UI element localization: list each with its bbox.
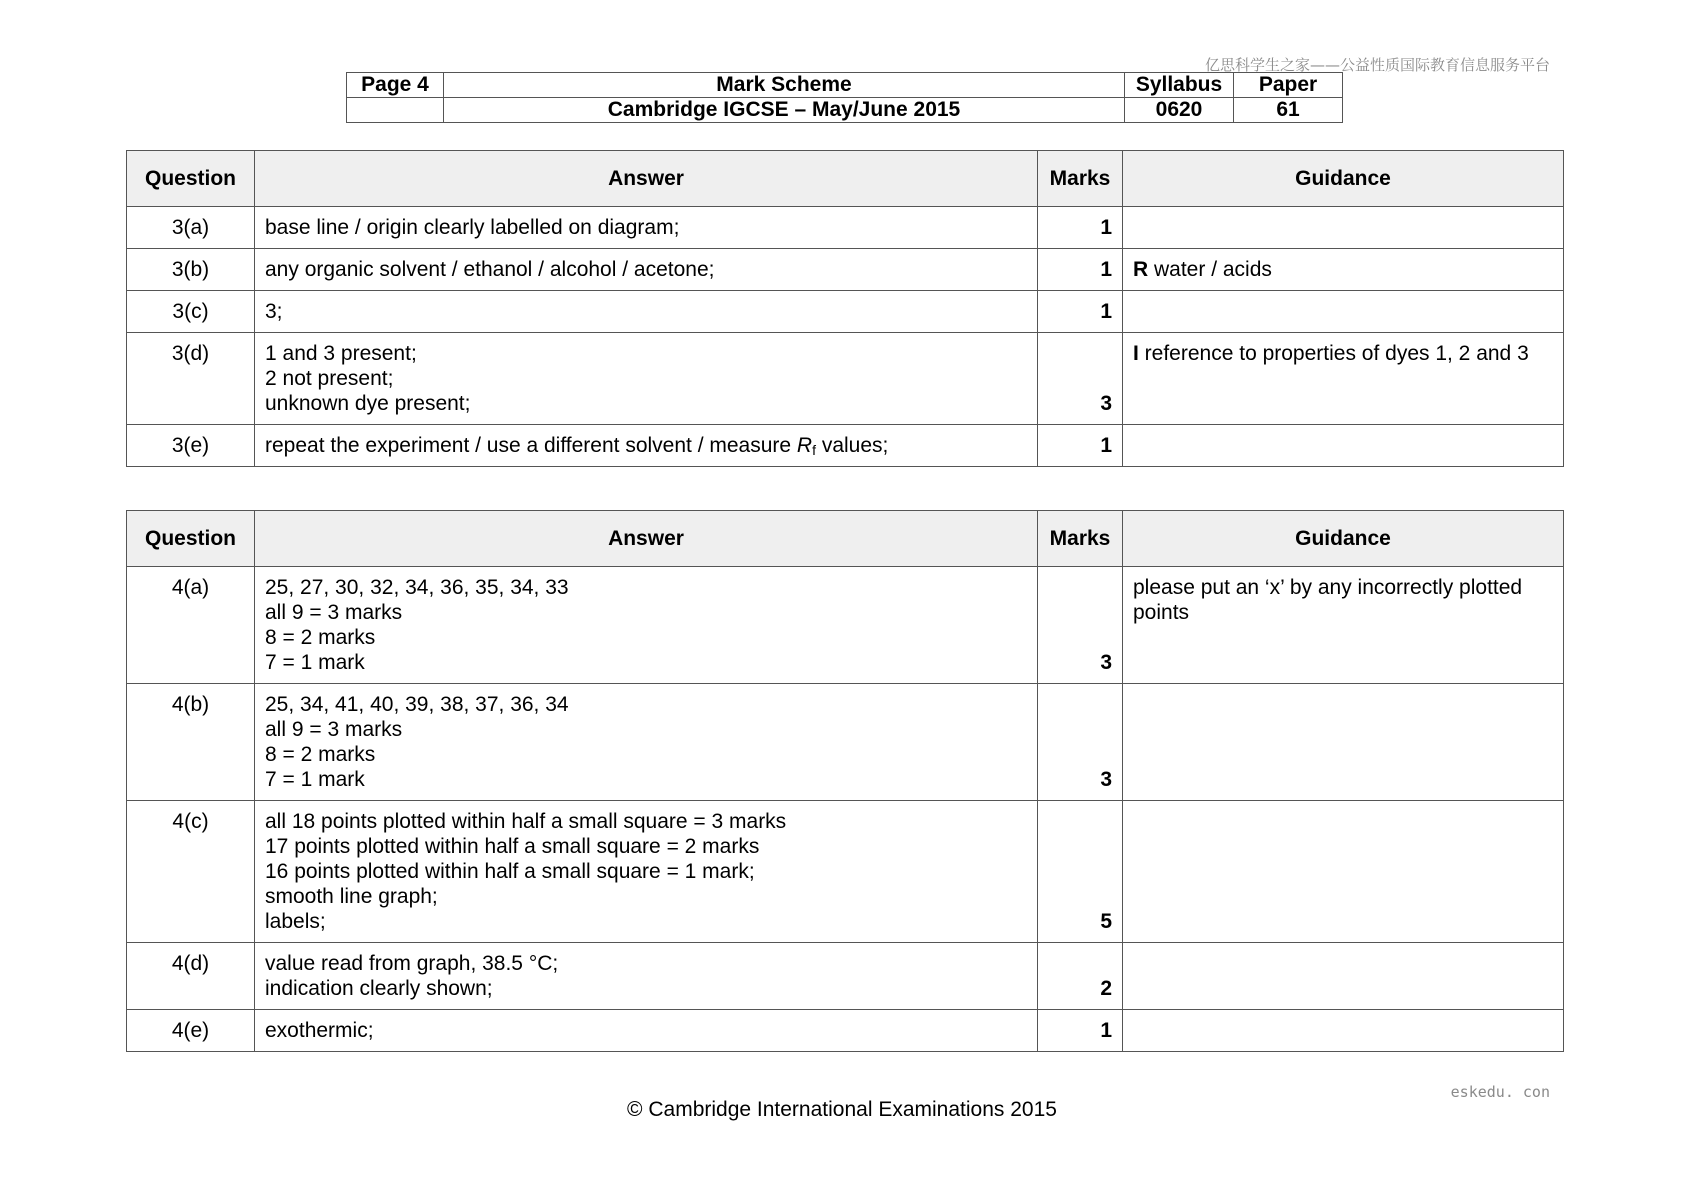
page-subtitle: Cambridge IGCSE – May/June 2015 bbox=[444, 98, 1125, 123]
answer-line: all 9 = 3 marks bbox=[265, 601, 403, 624]
answer-line: 8 = 2 marks bbox=[265, 626, 376, 649]
marks-cell: 1 bbox=[1038, 425, 1123, 467]
answer-line: 25, 34, 41, 40, 39, 38, 37, 36, 34 bbox=[265, 693, 569, 716]
answer-cell bbox=[255, 567, 1038, 684]
guidance-cell bbox=[1123, 684, 1564, 801]
answer-cell bbox=[255, 1010, 1038, 1052]
answer-line: 16 points plotted within half a small square = 1 mark; bbox=[265, 860, 755, 883]
table-row bbox=[127, 291, 1564, 333]
answer-cell bbox=[255, 291, 1038, 333]
column-header-guidance: Guidance bbox=[1123, 511, 1564, 567]
paper-value: 61 bbox=[1234, 98, 1343, 123]
guidance-line: points bbox=[1133, 601, 1190, 624]
page-header-table bbox=[346, 72, 1343, 123]
table-row bbox=[127, 333, 1564, 425]
answer-cell bbox=[255, 207, 1038, 249]
question-number: 4(b) bbox=[127, 684, 255, 801]
guidance-ignore-marker: I bbox=[1133, 342, 1139, 365]
column-header-marks: Marks bbox=[1038, 511, 1123, 567]
guidance-cell bbox=[1123, 249, 1564, 291]
answer-prefix: repeat the experiment / use a different solvent / measure bbox=[265, 434, 797, 457]
answer-line: unknown dye present; bbox=[265, 392, 471, 415]
answer-line: 3; bbox=[265, 300, 283, 323]
syllabus-label: Syllabus bbox=[1125, 73, 1234, 98]
answer-line: 1 and 3 present; bbox=[265, 342, 417, 365]
marks-cell: 3 bbox=[1038, 567, 1123, 684]
rf-symbol: R bbox=[796, 434, 813, 457]
answer-line: 17 points plotted within half a small square = 2 marks bbox=[265, 835, 760, 858]
answer-line: indication clearly shown; bbox=[265, 977, 493, 1000]
question-number: 4(e) bbox=[127, 1010, 255, 1052]
question-number: 3(d) bbox=[127, 333, 255, 425]
question-number: 3(e) bbox=[127, 425, 255, 467]
column-header-guidance: Guidance bbox=[1123, 151, 1564, 207]
answer-cell bbox=[255, 801, 1038, 943]
marks-cell: 5 bbox=[1038, 801, 1123, 943]
copyright-footer: © Cambridge International Examinations 2015 bbox=[627, 1098, 1057, 1121]
marks-cell: 1 bbox=[1038, 207, 1123, 249]
table-row bbox=[127, 207, 1564, 249]
page-title: Mark Scheme bbox=[444, 73, 1125, 98]
column-header-question: Question bbox=[127, 511, 255, 567]
question-number: 4(a) bbox=[127, 567, 255, 684]
answer-cell bbox=[255, 333, 1038, 425]
answer-suffix: values; bbox=[815, 434, 889, 457]
column-header-answer: Answer bbox=[255, 151, 1038, 207]
question-number: 4(d) bbox=[127, 943, 255, 1010]
answer-line: 8 = 2 marks bbox=[265, 743, 376, 766]
answer-line: 7 = 1 mark bbox=[265, 651, 365, 674]
paper-label: Paper bbox=[1234, 73, 1343, 98]
question-number: 3(a) bbox=[127, 207, 255, 249]
guidance-text: water / acids bbox=[1148, 258, 1272, 281]
answer-line: 2 not present; bbox=[265, 367, 394, 390]
question-number: 3(c) bbox=[127, 291, 255, 333]
answer-cell bbox=[255, 425, 1038, 467]
answer-line: base line / origin clearly labelled on diagram; bbox=[265, 216, 680, 239]
answer-line: all 18 points plotted within half a small square = 3 marks bbox=[265, 810, 787, 833]
guidance-cell bbox=[1123, 567, 1564, 684]
table-row bbox=[127, 943, 1564, 1010]
watermark-top: 亿思科学生之家——公益性质国际教育信息服务平台 bbox=[1204, 56, 1550, 74]
marks-cell: 1 bbox=[1038, 249, 1123, 291]
guidance-cell bbox=[1123, 425, 1564, 467]
table-row bbox=[127, 684, 1564, 801]
guidance-cell bbox=[1123, 801, 1564, 943]
guidance-cell bbox=[1123, 207, 1564, 249]
answer-line: 7 = 1 mark bbox=[265, 768, 365, 791]
question-4-table bbox=[126, 510, 1564, 1052]
table-row bbox=[127, 801, 1564, 943]
answer-line: smooth line graph; bbox=[265, 885, 438, 908]
answer-line: 25, 27, 30, 32, 34, 36, 35, 34, 33 bbox=[265, 576, 569, 599]
table-row bbox=[127, 567, 1564, 684]
column-header-question: Question bbox=[127, 151, 255, 207]
question-3-table bbox=[126, 150, 1564, 467]
answer-line: all 9 = 3 marks bbox=[265, 718, 403, 741]
answer-cell bbox=[255, 943, 1038, 1010]
guidance-cell bbox=[1123, 291, 1564, 333]
question-number: 3(b) bbox=[127, 249, 255, 291]
marks-cell: 2 bbox=[1038, 943, 1123, 1010]
guidance-reject-marker: R bbox=[1133, 258, 1149, 281]
page-label-empty bbox=[347, 98, 444, 123]
column-header-marks: Marks bbox=[1038, 151, 1123, 207]
table-row bbox=[127, 1010, 1564, 1052]
marks-cell: 1 bbox=[1038, 291, 1123, 333]
answer-line bbox=[265, 433, 1027, 458]
answer-line: exothermic; bbox=[265, 1019, 374, 1042]
table-row bbox=[127, 425, 1564, 467]
column-header-answer: Answer bbox=[255, 511, 1038, 567]
rf-subscript: f bbox=[812, 442, 816, 458]
question-number: 4(c) bbox=[127, 801, 255, 943]
answer-line: any organic solvent / ethanol / alcohol / acetone; bbox=[265, 258, 715, 281]
answer-cell bbox=[255, 249, 1038, 291]
guidance-text: reference to properties of dyes 1, 2 and 3 bbox=[1138, 342, 1529, 365]
answer-cell bbox=[255, 684, 1038, 801]
table-row bbox=[127, 249, 1564, 291]
marks-cell: 3 bbox=[1038, 684, 1123, 801]
syllabus-value: 0620 bbox=[1125, 98, 1234, 123]
marks-cell: 1 bbox=[1038, 1010, 1123, 1052]
guidance-cell bbox=[1123, 333, 1564, 425]
guidance-line: please put an ‘x’ by any incorrectly plotted bbox=[1133, 576, 1523, 599]
watermark-bottom: eskedu. con bbox=[1450, 1083, 1550, 1101]
marks-cell: 3 bbox=[1038, 333, 1123, 425]
guidance-cell bbox=[1123, 943, 1564, 1010]
answer-line: labels; bbox=[265, 910, 326, 933]
guidance-cell bbox=[1123, 1010, 1564, 1052]
answer-line: value read from graph, 38.5 °C; bbox=[265, 952, 559, 975]
page-label: Page 4 bbox=[347, 73, 444, 98]
